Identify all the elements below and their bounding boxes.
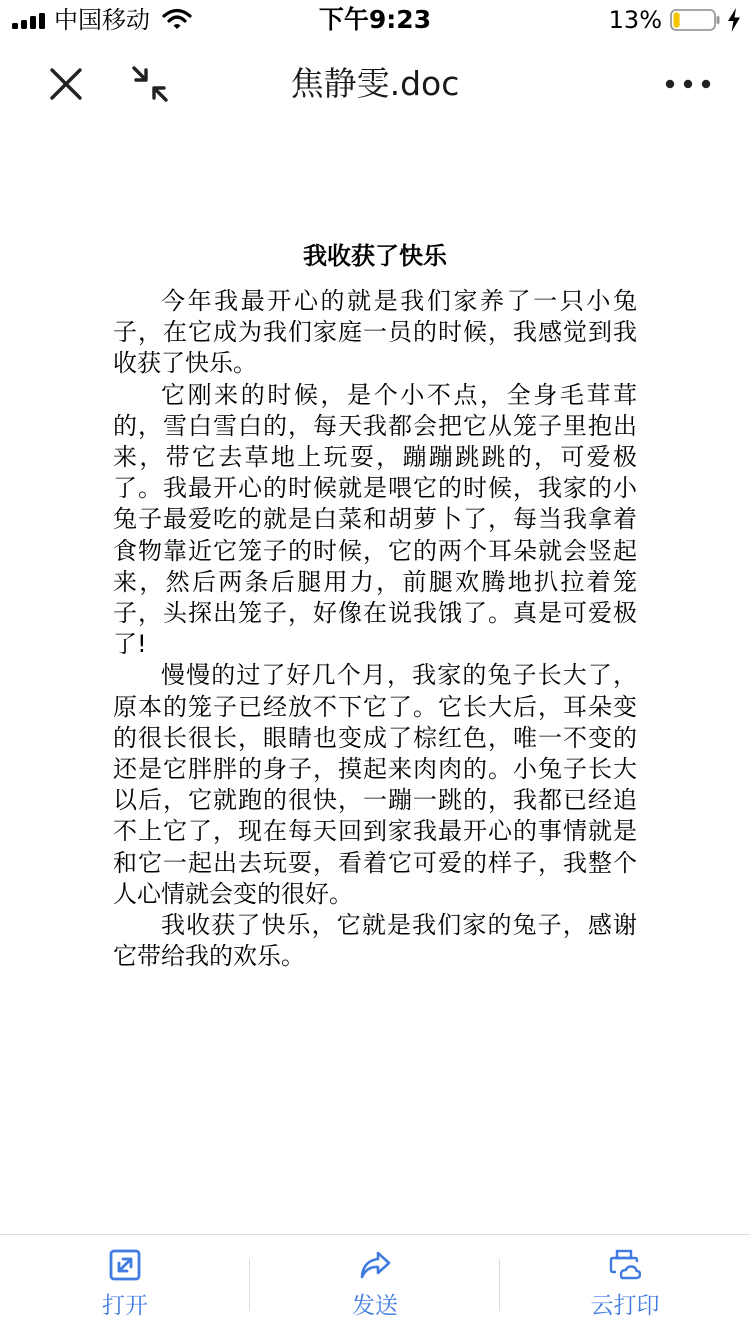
bottom-toolbar: [0, 1234, 750, 1335]
document-paragraph: 我收获了快乐，它就是我们家的兔子，感谢它带给我的欢乐。: [113, 911, 637, 971]
document-paragraph: 它刚来的时候，是个小不点，全身毛茸茸的，雪白雪白的，每天我都会把它从笼子里抱出来，带它去草地上玩耍，蹦蹦跳跳的，可爱极了。我最开心的时候就是喂它的时候，我家的小兔子最爱吃的就是白菜和胡萝卜了，每当我拿着食物靠近它笼子的时候，它的两个耳朵就会竖起来，然后两条后腿用力，前腿欢腾地扒拉着笼子，头探出笼子，好像在说我饿了。真是可爱极了!: [113, 380, 637, 659]
battery-icon: [670, 9, 720, 31]
send-label: 发送: [352, 1293, 398, 1319]
status-bar: [0, 0, 750, 40]
cloud-print-icon: [609, 1249, 641, 1281]
navigation-bar: [0, 40, 750, 128]
open-label: 打开: [102, 1293, 148, 1319]
more-options-button[interactable]: [660, 62, 716, 106]
charging-bolt-icon: [727, 8, 741, 32]
open-external-icon: [109, 1249, 141, 1281]
more-icon: [665, 79, 711, 89]
cloud-print-button[interactable]: [500, 1235, 750, 1335]
document-paragraph: 慢慢的过了好几个月，我家的兔子长大了，原本的笼子已经放不下它了。它长大后，耳朵变的很长很长，眼睛也变成了棕红色，唯一不变的还是它胖胖的身子，摸起来肉肉的。小兔子长大以后，它就跑的很快，一蹦一跳的，我都已经追不上它了，现在每天回到家我最开心的事情就是和它一起出去玩耍，看着它可爱的样子，我整个人心情就会变的很好。: [113, 661, 637, 908]
share-arrow-icon: [359, 1249, 391, 1281]
document-paragraph: 今年我最开心的就是我们家养了一只小兔子，在它成为我们家庭一员的时候，我感觉到我收获了快乐。: [113, 287, 637, 378]
carrier-name: 中国移动: [54, 6, 150, 34]
document-file-name: 焦静雯.doc: [290, 64, 460, 103]
open-button[interactable]: [0, 1235, 250, 1335]
document-title: 我收获了快乐: [303, 242, 447, 270]
status-time: 下午9:23: [318, 5, 432, 34]
battery-percent: 13%: [608, 6, 662, 34]
document-content: [113, 238, 637, 972]
minimize-button[interactable]: [128, 62, 172, 106]
send-button[interactable]: [250, 1235, 500, 1335]
shrink-icon: [130, 64, 170, 104]
battery-level-fill: [674, 13, 680, 28]
cloud-print-label: 云打印: [590, 1293, 660, 1319]
close-button[interactable]: [44, 62, 88, 106]
close-icon: [49, 67, 83, 101]
